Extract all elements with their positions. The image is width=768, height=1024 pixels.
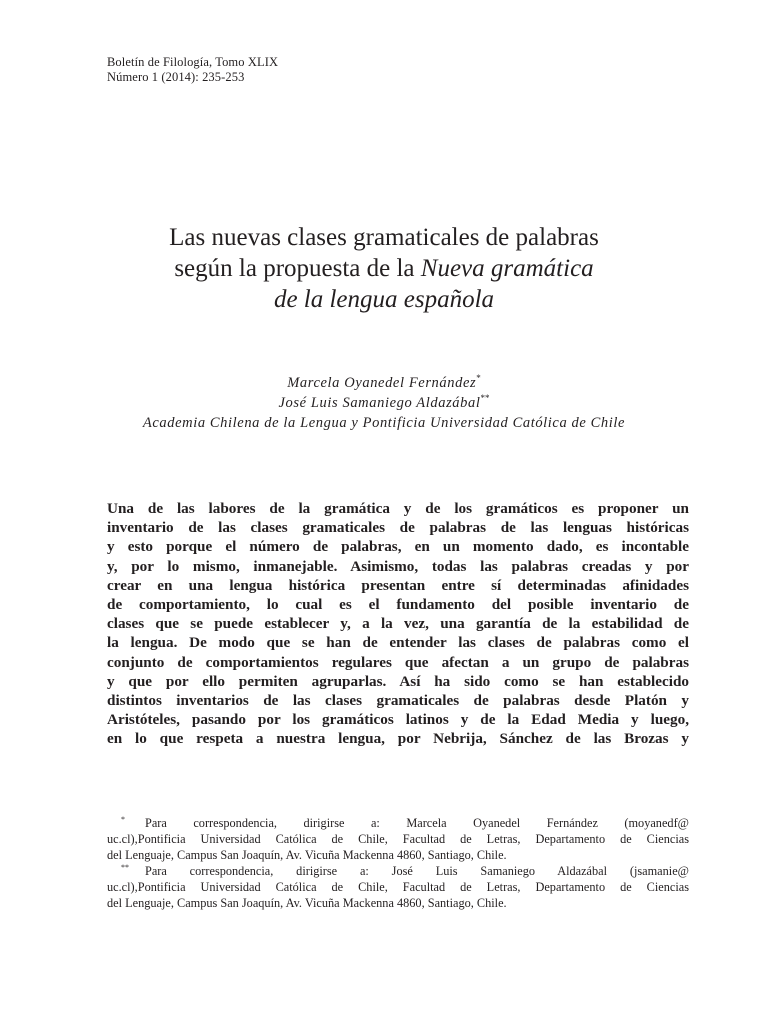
abstract-line: Una de las labores de la gramática y de los gramáticos es proponer un bbox=[107, 500, 689, 517]
affiliation: Academia Chilena de la Lengua y Pontificia Universidad Católica de Chile bbox=[142, 415, 626, 431]
abstract-line: la lengua. De modo que se han de entender las clases de palabras como el bbox=[107, 634, 689, 652]
article-title bbox=[60, 222, 708, 315]
abstract-line: clases que se puede establecer y, a la vez, una garantía de la estabilidad de bbox=[107, 615, 689, 633]
footnote-2-text: Para correspondencia, dirigirse a: José Luis Samaniego Aldazábal (jsamanie@ bbox=[145, 864, 689, 878]
abstract bbox=[107, 499, 689, 748]
footnote-1-line-1: * Para correspondencia, dirigirse a: Marcela Oyanedel Fernández (moyanedf@ bbox=[121, 815, 689, 830]
author-1-footnote-mark[interactable]: * bbox=[476, 373, 481, 383]
journal-volume: Boletín de Filología, Tomo XLIX bbox=[107, 55, 279, 69]
author-2-footnote-mark[interactable]: ** bbox=[480, 393, 490, 403]
title-line-3: de la lengua española bbox=[273, 286, 495, 313]
footnote-1-line-3: del Lenguaje, Campus San Joaquín, Av. Vicuña Mackenna 4860, Santiago, Chile. bbox=[107, 848, 507, 862]
author-2-name: José Luis Samaniego Aldazábal bbox=[278, 395, 481, 411]
abstract-line: en lo que respeta a nuestra lengua, por Nebrija, Sánchez de las Brozas y bbox=[107, 730, 689, 748]
footnote-2 bbox=[107, 863, 689, 911]
title-line-2-plain: según la propuesta de la bbox=[174, 255, 421, 282]
footnote-1 bbox=[107, 815, 689, 863]
journal-issue: Número 1 (2014): 235-253 bbox=[107, 70, 245, 84]
footnote-1-line-2: uc.cl),Pontificia Universidad Católica de Chile, Facultad de Letras, Departamento de Ciencias bbox=[107, 832, 689, 846]
title-line-2-italic: Nueva gramática bbox=[420, 255, 594, 282]
abstract-line: distintos inventarios de las clases gramaticales de palabras desde Platón y bbox=[107, 691, 689, 709]
abstract-line: de comportamiento, lo cual es el fundamento del posible inventario de bbox=[107, 595, 689, 613]
footnotes bbox=[107, 815, 689, 911]
author-1 bbox=[40, 373, 728, 393]
abstract-line: Aristóteles, pasando por los gramáticos latinos y de la Edad Media y luego, bbox=[107, 711, 689, 729]
abstract-line: conjunto de comportamientos regulares que afectan a un grupo de palabras bbox=[107, 653, 689, 671]
journal-header bbox=[107, 55, 278, 85]
abstract-line: y que por ello permiten agruparlas. Así ha sido como se han establecido bbox=[107, 672, 689, 690]
footnote-2-line-2: uc.cl),Pontificia Universidad Católica de Chile, Facultad de Letras, Departamento de Ciencias bbox=[107, 880, 689, 894]
footnote-2-line-3: del Lenguaje, Campus San Joaquín, Av. Vicuña Mackenna 4860, Santiago, Chile. bbox=[107, 896, 507, 910]
abstract-line: inventario de las clases gramaticales de palabras de las lenguas históricas bbox=[107, 519, 689, 537]
abstract-line: y, por lo mismo, inmanejable. Asimismo, todas las palabras creadas y por bbox=[107, 557, 689, 575]
title-line-1: Las nuevas clases gramaticales de palabras bbox=[169, 224, 599, 251]
footnote-2-line-1: ** Para correspondencia, dirigirse a: José Luis Samaniego Aldazábal (jsamanie@ bbox=[121, 863, 689, 878]
title-line-2 bbox=[60, 253, 708, 284]
abstract-line: crear en una lengua histórica presentan entre sí determinadas afinidades bbox=[107, 576, 689, 594]
footnote-1-text: Para correspondencia, dirigirse a: Marcela Oyanedel Fernández (moyanedf@ bbox=[145, 816, 689, 830]
author-block bbox=[40, 373, 728, 433]
author-1-name: Marcela Oyanedel Fernández bbox=[287, 375, 477, 391]
author-2 bbox=[40, 393, 728, 413]
abstract-line: y esto porque el número de palabras, en un momento dado, es incontable bbox=[107, 538, 689, 556]
